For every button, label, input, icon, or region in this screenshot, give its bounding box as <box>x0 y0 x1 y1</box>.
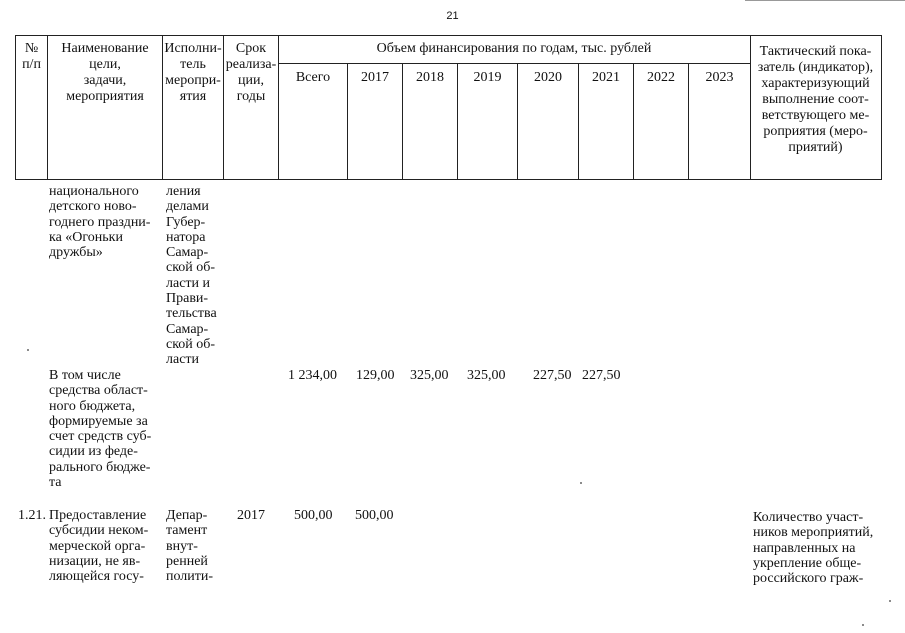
header-year-2019: 2019 <box>473 70 502 85</box>
row-value-2019: 325,00 <box>467 368 506 383</box>
header-year-2022: 2022 <box>647 70 675 85</box>
page-number: 21 <box>446 10 459 22</box>
row-executor: ления делами Губер- натора Самар- ской об- ласти и Прави- тельства Самар- ской об- ласти <box>166 184 217 368</box>
scan-speck <box>889 600 891 602</box>
header-funding-group: Объем финансирования по годам, тыс. рублей <box>376 41 652 56</box>
header-year-2017: 2017 <box>361 70 389 85</box>
row-term: 2017 <box>237 508 265 523</box>
row-value-total: 1 234,00 <box>288 368 337 383</box>
row-indicator: Количество участ- ников мероприятий, направленных на укрепление обще- российского граж- <box>753 510 874 587</box>
row-name: В том числе средства област- ного бюджета, формируемые за счет средств суб- сидии из феде- рального бюдже- та <box>49 368 152 491</box>
row-value-2020: 227,50 <box>533 368 572 383</box>
row-value-2018: 325,00 <box>410 368 449 383</box>
scan-speck <box>27 349 29 351</box>
row-name: национального детского ново- годнего праздни- ка «Огоньки дружбы» <box>49 184 151 261</box>
row-name: Предоставление субсидии неком- мерческой орга- низации, не яв- ляющейся госу- <box>49 508 149 585</box>
header-indicator: Тактический пока- затель (индикатор), характеризующий выполнение соот- ветствующего ме- роприятия (меро- приятий) <box>757 44 874 155</box>
row-number: 1.21. <box>18 508 46 523</box>
row-executor: Депар- тамент внут- ренней полити- <box>166 508 214 585</box>
header-year-2021: 2021 <box>592 70 620 85</box>
header-year-2020: 2020 <box>534 70 562 85</box>
header-term: Срок реализа- ции, годы <box>225 41 277 104</box>
header-year-2023: 2023 <box>705 70 734 85</box>
header-name: Наименование цели, задачи, мероприятия <box>61 41 149 104</box>
top-edge-mark <box>745 0 905 1</box>
scan-speck <box>580 482 582 484</box>
row-value-total: 500,00 <box>294 508 333 523</box>
header-year-total: Всего <box>295 70 331 85</box>
header-executor: Исполни- тель меропри- ятия <box>164 41 222 104</box>
row-value-2017: 500,00 <box>355 508 394 523</box>
header-number: № п/п <box>22 41 41 72</box>
row-value-2017: 129,00 <box>356 368 395 383</box>
header-year-2018: 2018 <box>416 70 444 85</box>
scan-speck <box>862 624 864 626</box>
row-value-2021: 227,50 <box>582 368 621 383</box>
